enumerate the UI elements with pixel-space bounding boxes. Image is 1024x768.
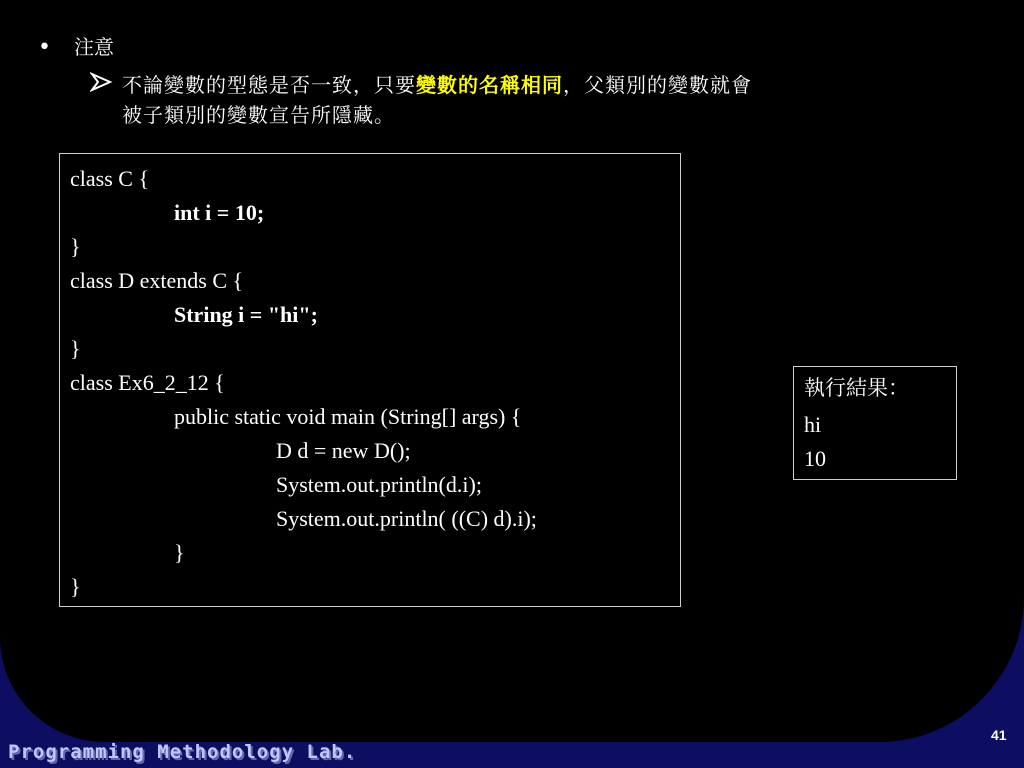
code-line: class D extends C {: [70, 268, 244, 293]
result-title: 執行結果：: [804, 376, 909, 400]
subpoint-text-line2: 被子類別的變數宣告所隱藏。: [122, 103, 395, 127]
result-output-1: hi: [804, 412, 822, 437]
bullet-point: [38, 35, 114, 60]
subpoint-text-before: 不論變數的型態是否一致，只要: [122, 73, 416, 97]
result-output-2: 10: [804, 446, 826, 471]
bullet-text: 注意: [74, 35, 114, 59]
code-line: class Ex6_2_12 {: [70, 370, 225, 395]
code-line: public static void main (String[] args) {: [174, 404, 522, 429]
bullet-icon: •: [38, 35, 51, 60]
subpoint-highlight: 變數的名稱相同: [416, 73, 563, 97]
arrowhead-bullet-icon: [90, 72, 114, 92]
code-line: }: [70, 336, 81, 361]
code-line: System.out.println( ((C) d).i);: [276, 506, 537, 531]
subpoint-text: [122, 70, 982, 130]
code-line: int i = 10;: [174, 200, 265, 225]
page-number: 41: [991, 727, 1007, 743]
code-box: [59, 153, 681, 607]
result-box: [793, 366, 957, 480]
code-line: D d = new D();: [276, 438, 411, 463]
lab-name: Programming Methodology Lab.: [8, 741, 357, 763]
code-line: }: [70, 574, 81, 599]
code-line: System.out.println(d.i);: [276, 472, 482, 497]
code-line: class C {: [70, 166, 149, 191]
code-line: }: [70, 234, 81, 259]
subpoint-text-after: ，父類別的變數就會: [563, 73, 752, 97]
code-line: }: [174, 540, 185, 565]
code-line: String i = "hi";: [174, 302, 318, 327]
